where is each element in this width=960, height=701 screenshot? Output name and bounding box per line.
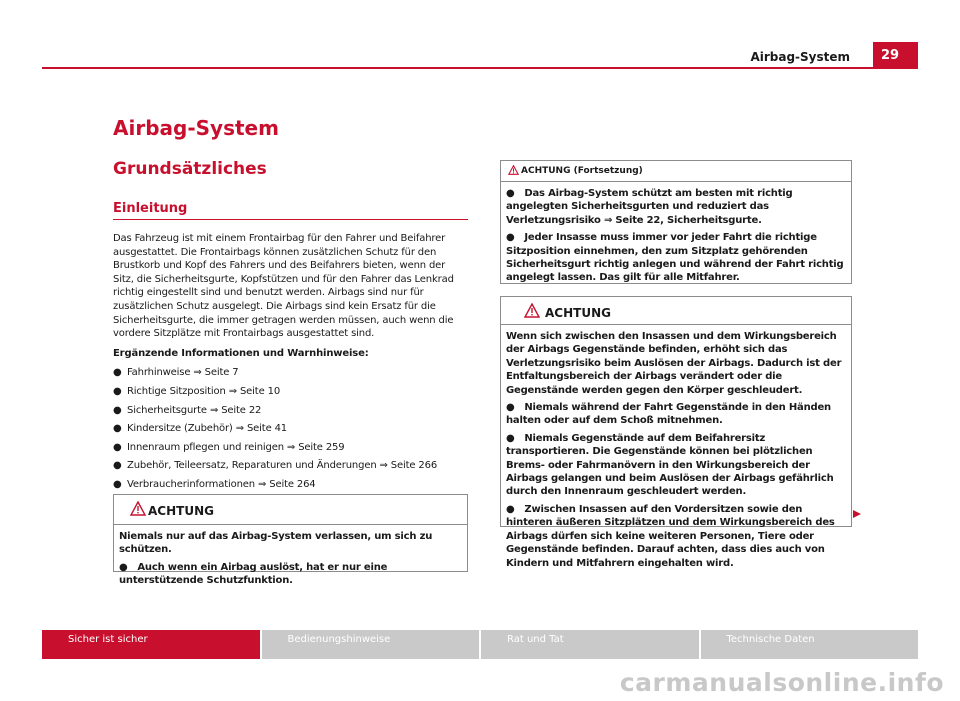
intro-paragraph: Das Fahrzeug ist mit einem Frontairbag für den Fahrer und Beifahrer ausgestattet. Die Frontairbags können zusätzlichen Schutz für den Brustkorb und Kopf des Fahrers und des Beifahrers bieten, wenn der Sitz, die Sicherheitsgurte, Kopfstützen und für den Fahrer das Lenkrad richtig eingestellt sind und benutzt werden. Airbags sind nur für zusätzlichen Schutz ausgelegt. Die Airbags sind kein Ersatz für die Sicherheitsgurte, die immer getragen werden müssen, auch wenn die vordere Sitzplätze mit Frontairbags ausgestattet sind. [113,233,454,340]
bullet-icon: ● [113,441,122,453]
warning-item: ● Zwischen Insassen auf den Vordersitzen sowie den hinteren äußeren Sitzplätzen und dem Wirkungsbereich des Airbags dürfen sich keine weiteren Personen, Tiere oder Gegenstände befinden. Darauf achten, dass dies auch von Kindern und Mitfahrern eingehalten wird. [506,503,835,569]
bullet-icon: ● [506,432,515,444]
reference-item[interactable]: ● Fahrhinweise ⇒ Seite 7 [113,367,239,379]
warning-box [113,494,468,587]
bullet-icon: ● [113,385,122,397]
warning-body [501,325,851,580]
reference-item[interactable]: ● Sicherheitsgurte ⇒ Seite 22 [113,404,262,416]
warning-box [500,296,852,569]
warning-item: ● Niemals während der Fahrt Gegenstände in den Händen halten oder auf dem Schoß mitnehmen. [506,402,831,427]
warning-item: ● Jeder Insasse muss immer vor jeder Fahrt die richtige Sitzposition einnehmen, den zum Sitzplatz gehörenden Sicherheitsgurt richtig anlegen und während der Fahrt richtig angelegt lassen. Das gilt für alle Mitfahrer. [506,232,844,284]
bullet-icon: ● [113,460,122,472]
bullet-icon: ● [113,478,122,490]
warning-triangle-icon [508,165,519,175]
warning-label: ACHTUNG [545,306,611,320]
warning-item: ● Auch wenn ein Airbag auslöst, hat er nur eine unterstützende Schutzfunktion. [119,561,388,587]
footer-nav [42,630,918,659]
warning-header [501,297,851,325]
warning-body [114,525,467,598]
continue-arrow-icon [852,509,862,519]
watermark: carmanualsonline.info [619,668,944,697]
page-number: 29 [873,42,918,67]
bullet-icon: ● [506,232,515,244]
references-heading: Ergänzende Informationen und Warnhinweise: [113,347,369,359]
tab-bedienungshinweise[interactable]: Bedienungshinweise [262,630,480,659]
header-rule [42,67,918,69]
reference-list [113,366,468,491]
warning-body [501,182,851,295]
intro-column [113,232,468,497]
bullet-icon: ● [506,188,515,199]
tab-technische-daten[interactable]: Technische Daten [701,630,919,659]
warning-header [501,161,851,182]
warning-item: ● Das Airbag-System schützt am besten mit richtig angelegten Sicherheitsgurten und reduziert das Verletzungsrisiko ⇒ Seite 22, Sicherheitsgurte. [506,188,793,226]
tab-sicher-ist-sicher[interactable]: Sicher ist sicher [42,630,260,659]
subsection-rule [113,219,468,220]
bullet-icon: ● [506,402,515,414]
reference-item[interactable]: ● Verbraucherinformationen ⇒ Seite 264 [113,478,316,490]
bullet-icon: ● [113,404,122,416]
warning-intro: Wenn sich zwischen den Insassen und dem Wirkungsbereich der Airbags Gegenstände befinden, erhöht sich das Verletzungsrisiko beim Auslösen der Airbags. Dadurch ist der Entfaltungsbereich der Airbags verändert oder die Gegenstände werden gegen den Körper geschleudert. [506,331,842,396]
warning-triangle-icon [524,303,540,318]
warning-label: ACHTUNG (Fortsetzung) [521,166,643,176]
warning-box-continued [500,160,852,284]
warning-item: ● Niemals Gegenstände auf dem Beifahrersitz transportieren. Die Gegenstände können bei plötzlichen Brems- oder Fahrmanövern in den Wirkungsbereich der Airbags gelangen und beim Auslösen der Airbags gefährlich durch den Innenraum geschleudert werden. [506,432,834,498]
bullet-icon: ● [119,561,128,573]
reference-item[interactable]: ● Richtige Sitzposition ⇒ Seite 10 [113,385,281,397]
bullet-icon: ● [113,423,122,435]
subsection-title: Einleitung [113,201,188,216]
reference-item[interactable]: ● Innenraum pflegen und reinigen ⇒ Seite 259 [113,441,345,453]
warning-triangle-icon [130,501,146,516]
warning-intro: Niemals nur auf das Airbag-System verlassen, um sich zu schützen. [119,531,433,556]
bullet-icon: ● [506,503,515,515]
running-header-title: Airbag-System [750,50,850,64]
warning-label: ACHTUNG [148,504,214,518]
chapter-title: Airbag-System [113,116,279,140]
reference-item[interactable]: ● Kindersitze (Zubehör) ⇒ Seite 41 [113,423,288,435]
tab-rat-und-tat[interactable]: Rat und Tat [481,630,699,659]
bullet-icon: ● [113,367,122,379]
reference-item[interactable]: ● Zubehör, Teileersatz, Reparaturen und Änderungen ⇒ Seite 266 [113,460,438,472]
warning-header [114,495,467,525]
section-title: Grundsätzliches [113,159,267,179]
